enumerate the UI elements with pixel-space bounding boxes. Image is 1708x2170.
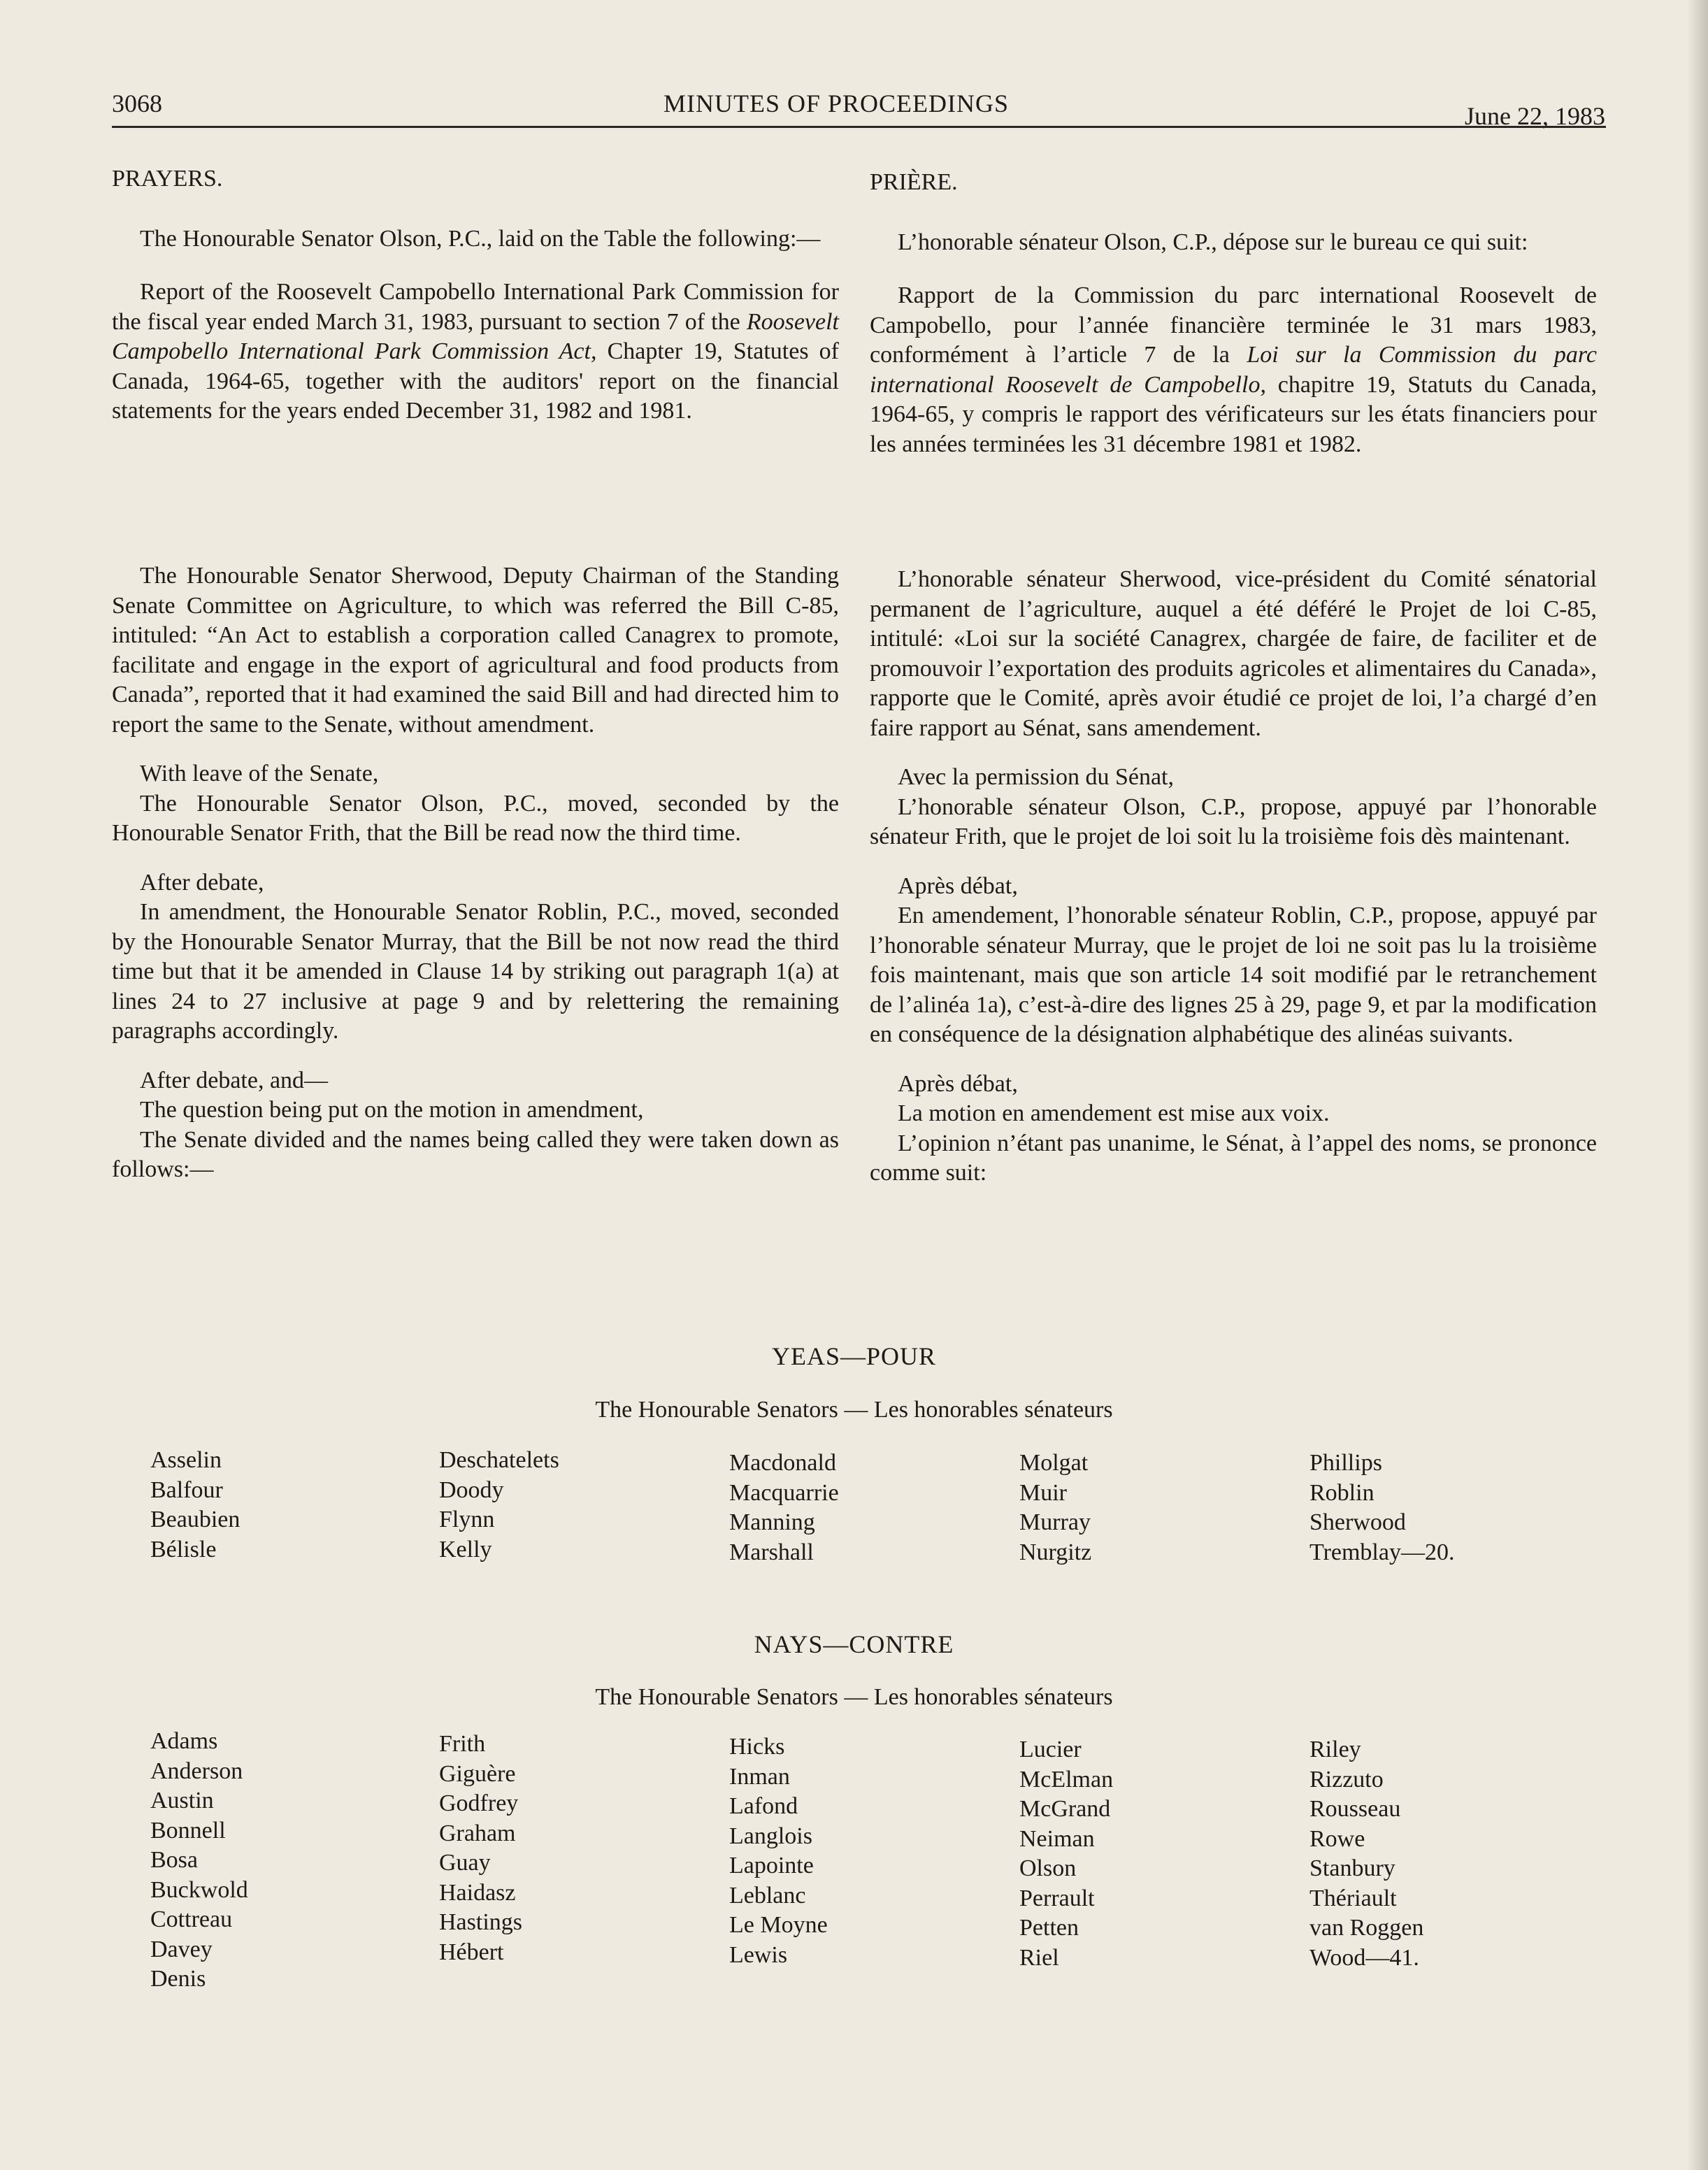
yeas-column-4 bbox=[1019, 1449, 1091, 1567]
senator-name: Adams bbox=[150, 1728, 218, 1754]
senator-name: McGrand bbox=[1019, 1796, 1111, 1822]
nays-heading: NAYS—CONTRE bbox=[754, 1630, 954, 1658]
senator-name: Riley bbox=[1309, 1737, 1361, 1762]
senator-name: Lewis bbox=[729, 1941, 788, 1968]
senator-name: Leblanc bbox=[729, 1882, 806, 1909]
french-column bbox=[870, 168, 1597, 459]
english-paragraph: After debate, bbox=[140, 869, 264, 896]
nays-column-3 bbox=[729, 1732, 828, 1970]
english-paragraph: The Honourable Senator Sherwood, Deputy Chairman of the Standing Senate Committee on Agriculture, to which was referred the Bill C-85, intituled: “An Act to establish a corporation called Canagrex to promote, facilitate and engage in the export of agricultural and food products from Canada”, reported that it had examined the said Bill and had directed him to report the same to the Senate, without amendment. bbox=[112, 563, 839, 738]
senator-name: Godfrey bbox=[439, 1790, 519, 1816]
senator-name: Asselin bbox=[150, 1447, 222, 1473]
english-paragraph: With leave of the Senate, bbox=[140, 761, 379, 786]
senator-name: Nurgitz bbox=[1019, 1539, 1092, 1565]
senator-name: Davey bbox=[150, 1936, 213, 1962]
english-heading: PRAYERS. bbox=[112, 166, 223, 192]
french-act-title: Loi sur la Commission du parc international Roosevelt de Campobello, bbox=[870, 342, 1597, 398]
yeas-column-1 bbox=[150, 1446, 240, 1565]
senator-name: Lapointe bbox=[729, 1853, 814, 1878]
nays-column-5 bbox=[1309, 1735, 1423, 1973]
english-column-lower bbox=[112, 561, 839, 1185]
senator-name: Rizzuto bbox=[1309, 1766, 1384, 1792]
english-paragraph: The question being put on the motion in amendment, bbox=[140, 1097, 644, 1123]
senator-name: Sherwood bbox=[1309, 1509, 1406, 1535]
senator-name: Inman bbox=[729, 1763, 790, 1790]
senator-name: Thériault bbox=[1309, 1885, 1397, 1911]
french-heading: PRIÈRE. bbox=[870, 169, 958, 195]
senator-name: Guay bbox=[439, 1850, 491, 1876]
senator-name: Haidasz bbox=[439, 1879, 516, 1906]
senator-name: Hicks bbox=[729, 1734, 785, 1760]
page-edge-shadow bbox=[1687, 0, 1708, 2170]
french-paragraph: L’opinion n’étant pas unanime, le Sénat, à l’appel des noms, se prononce comme suit: bbox=[870, 1130, 1597, 1186]
nays-column-2 bbox=[439, 1730, 522, 1967]
yeas-column-2 bbox=[439, 1446, 559, 1565]
french-paragraph: L’honorable sénateur Olson, C.P., dépose sur le bureau ce qui suit: bbox=[898, 229, 1528, 255]
senator-name: Stanbury bbox=[1309, 1855, 1395, 1881]
english-paragraph: In amendment, the Honourable Senator Roblin, P.C., moved, seconded by the Honourable Senator Murray, that the Bill be not now read the third time but that it be amended in Clause 14 by striking out paragraph 1(a) at lines 24 to 27 inclusive at page 9 and by relettering the remaining paragraphs accordingly. bbox=[112, 899, 839, 1044]
senator-name: Muir bbox=[1019, 1479, 1067, 1506]
senator-name: Austin bbox=[150, 1788, 214, 1813]
english-act-title: Roosevelt Campobello International Park Commission Act, bbox=[112, 308, 839, 364]
page-date: June 22, 1983 bbox=[1465, 102, 1605, 130]
senator-name: van Roggen bbox=[1309, 1915, 1424, 1941]
senator-name: Buckwold bbox=[150, 1876, 248, 1903]
senator-name: Olson bbox=[1019, 1855, 1077, 1881]
senator-name: Deschatelets bbox=[439, 1447, 559, 1473]
senator-name: Kelly bbox=[439, 1536, 492, 1562]
senator-name: Doody bbox=[439, 1476, 504, 1503]
french-paragraph: Avec la permission du Sénat, bbox=[898, 764, 1175, 790]
senator-name: Bosa bbox=[150, 1847, 198, 1873]
header-rule bbox=[112, 126, 1606, 128]
yeas-column-3 bbox=[729, 1449, 839, 1567]
senator-name: Anderson bbox=[150, 1758, 243, 1784]
nays-column-4 bbox=[1019, 1735, 1113, 1973]
nays-column-1 bbox=[150, 1727, 248, 1995]
french-paragraph-report: Rapport de la Commission du parc international Roosevelt de Campobello, pour l’année financière terminée le 31 mars 1983, conformément à l’article 7 de la Loi sur la Commission du parc international Roosevelt de Campobello, chapitre 19, Statuts du Canada, 1964-65, y compris le rapport des vérificateurs sur les états financiers pour les années terminées les 31 décembre 1981 et 1982. bbox=[870, 282, 1597, 457]
senator-name: Cottreau bbox=[150, 1906, 233, 1932]
senator-name: Lafond bbox=[729, 1793, 798, 1819]
french-column-lower bbox=[870, 565, 1597, 1188]
senator-name: Bélisle bbox=[150, 1536, 217, 1562]
yeas-heading: YEAS—POUR bbox=[771, 1342, 937, 1370]
french-paragraph: L’honorable sénateur Olson, C.P., propose, appuyé par l’honorable sénateur Frith, que le projet de loi soit lu la troisième fois dès maintenant. bbox=[870, 793, 1597, 849]
senator-name: Hastings bbox=[439, 1909, 522, 1935]
senator-name: Le Moyne bbox=[729, 1912, 828, 1938]
senator-name: Marshall bbox=[729, 1539, 814, 1565]
senator-name: Rowe bbox=[1309, 1825, 1365, 1852]
senator-name: Denis bbox=[150, 1966, 206, 1992]
english-column bbox=[112, 164, 839, 426]
senator-name: Murray bbox=[1019, 1509, 1091, 1535]
senator-name: Roblin bbox=[1309, 1479, 1375, 1506]
senator-name: Perrault bbox=[1019, 1885, 1095, 1911]
senator-name: Wood—41. bbox=[1309, 1944, 1419, 1971]
french-paragraph: En amendement, l’honorable sénateur Roblin, C.P., propose, appuyé par l’honorable sénateur Murray, que le projet de loi ne soit pas lu la troisième fois maintenant, mais que son article 14 soit modifié par le retranchement de l’alinéa 1a), c’est-à-dire des lignes 25 à 29, page 9, et par la modification en conséquence de la désignation alphabétique des alinéas suivants. bbox=[870, 903, 1597, 1047]
english-paragraph: The Honourable Senator Olson, P.C., laid on the Table the following:— bbox=[140, 225, 821, 252]
page-title: MINUTES OF PROCEEDINGS bbox=[663, 89, 1010, 117]
senator-name: Tremblay—20. bbox=[1309, 1539, 1455, 1565]
nays-subheading: The Honourable Senators — Les honorables sénateurs bbox=[595, 1684, 1113, 1710]
french-paragraph: L’honorable sénateur Sherwood, vice-président du Comité sénatorial permanent de l’agriculture, auquel a été déféré le Projet de loi C-85, intitulé: «Loi sur la société Canagrex, chargée de faire, de faciliter et de promouvoir l’exportation des produits agricoles et alimentaires du Canada», rapporte que le Comité, après avoir étudié ce projet de loi, l’a chargé d’en faire rapport au Sénat, sans amendement. bbox=[870, 566, 1597, 741]
english-paragraph: After debate, and— bbox=[140, 1067, 329, 1093]
senator-name: Manning bbox=[729, 1509, 815, 1535]
yeas-subheading: The Honourable Senators — Les honorables sénateurs bbox=[595, 1397, 1113, 1423]
senator-name: Flynn bbox=[439, 1507, 495, 1532]
senator-name: Neiman bbox=[1019, 1825, 1095, 1852]
senator-name: Beaubien bbox=[150, 1507, 241, 1532]
senator-name: Phillips bbox=[1309, 1450, 1382, 1476]
senator-name: Langlois bbox=[729, 1823, 812, 1849]
french-paragraph: La motion en amendement est mise aux voix. bbox=[898, 1100, 1330, 1126]
senator-name: Giguère bbox=[439, 1760, 516, 1787]
senator-name: Macquarrie bbox=[729, 1479, 839, 1506]
senator-name: Graham bbox=[439, 1820, 516, 1846]
senator-name: Frith bbox=[439, 1731, 486, 1757]
senator-name: McElman bbox=[1019, 1766, 1114, 1792]
senator-name: Macdonald bbox=[729, 1450, 836, 1476]
yeas-column-5 bbox=[1309, 1449, 1454, 1567]
english-paragraph: The Honourable Senator Olson, P.C., moved, seconded by the Honourable Senator Frith, that the Bill be read now the third time. bbox=[112, 790, 839, 846]
english-paragraph-report: Report of the Roosevelt Campobello International Park Commission for the fiscal year ended March 31, 1983, pursuant to section 7 of the Roosevelt Campobello International Park Commission Act, Chapter 19, Statutes of Canada, 1964-65, together with the auditors' report on the financial statements for the years ended December 31, 1982 and 1981. bbox=[112, 279, 839, 424]
senator-name: Hébert bbox=[439, 1939, 504, 1965]
page-number: 3068 bbox=[112, 89, 162, 117]
senator-name: Molgat bbox=[1019, 1450, 1089, 1476]
senator-name: Bonnell bbox=[150, 1817, 226, 1844]
senator-name: Balfour bbox=[150, 1476, 223, 1503]
senator-name: Riel bbox=[1019, 1944, 1059, 1971]
english-paragraph: The Senate divided and the names being called they were taken down as follows:— bbox=[112, 1126, 839, 1182]
senator-name: Petten bbox=[1019, 1915, 1079, 1941]
senator-name: Lucier bbox=[1019, 1737, 1082, 1762]
senator-name: Rousseau bbox=[1309, 1796, 1401, 1822]
french-paragraph: Après débat, bbox=[898, 1070, 1018, 1097]
french-paragraph: Après débat, bbox=[898, 872, 1018, 899]
